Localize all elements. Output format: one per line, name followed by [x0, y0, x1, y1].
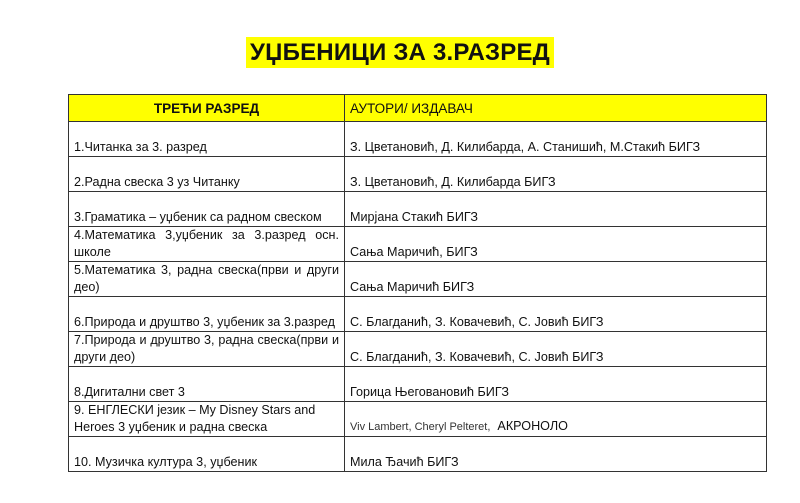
table-header-row — [69, 95, 767, 122]
table-row — [69, 192, 767, 227]
book-authors: З. Цветановић, Д. Килибарда, А. Станишић, М.Стакић БИГЗ — [345, 122, 767, 157]
book-title: 7.Природа и друштво 3, радна свеска(први и други део) — [69, 332, 345, 367]
book-authors: С. Благданић, З. Ковачевић, С. Јовић БИГЗ — [345, 297, 767, 332]
table-row — [69, 367, 767, 402]
table-row — [69, 157, 767, 192]
book-authors-names: Viv Lambert, Cheryl Pelteret, — [350, 421, 491, 433]
table-row — [69, 227, 767, 262]
book-title: 4.Математика 3,уџбеник за 3.разред осн. школе — [69, 227, 345, 262]
book-title: 6.Природа и друштво 3, уџбеник за 3.разред — [69, 297, 345, 332]
book-title: 2.Радна свеска 3 уз Читанку — [69, 157, 345, 192]
table-row — [69, 332, 767, 367]
book-title: 5.Математика 3, радна свеска(први и други део) — [69, 262, 345, 297]
table-row — [69, 437, 767, 472]
book-authors: З. Цветановић, Д. Килибарда БИГЗ — [345, 157, 767, 192]
title-wrap — [0, 37, 800, 68]
table-row — [69, 297, 767, 332]
table-row — [69, 402, 767, 437]
book-authors: Сања Маричић БИГЗ — [345, 262, 767, 297]
book-publisher: АКРОНОЛО — [497, 419, 568, 433]
book-authors: Сања Маричић, БИГЗ — [345, 227, 767, 262]
book-authors-cell — [345, 402, 767, 437]
book-authors: Мирјана Стакић БИГЗ — [345, 192, 767, 227]
table-row — [69, 122, 767, 157]
book-title: 10. Музичка култура 3, уџбеник — [69, 437, 345, 472]
book-title: 3.Граматика – уџбеник са радном свеском — [69, 192, 345, 227]
book-title: 9. ЕНГЛЕСКИ језик – My Disney Stars and Heroes 3 уџбеник и радна свеска — [69, 402, 345, 437]
book-authors: С. Благданић, З. Ковачевић, С. Јовић БИГЗ — [345, 332, 767, 367]
table-row — [69, 262, 767, 297]
book-authors: Мила Ђачић БИГЗ — [345, 437, 767, 472]
book-authors: Горица Његовановић БИГЗ — [345, 367, 767, 402]
book-title: 1.Читанка за 3. разред — [69, 122, 345, 157]
page-title: УЏБЕНИЦИ ЗА 3.РАЗРЕД — [246, 37, 554, 68]
header-grade: ТРЕЋИ РАЗРЕД — [69, 95, 345, 122]
textbook-table — [68, 94, 767, 472]
book-title: 8.Дигитални свет 3 — [69, 367, 345, 402]
header-authors-publisher: АУТОРИ/ ИЗДАВАЧ — [345, 95, 767, 122]
